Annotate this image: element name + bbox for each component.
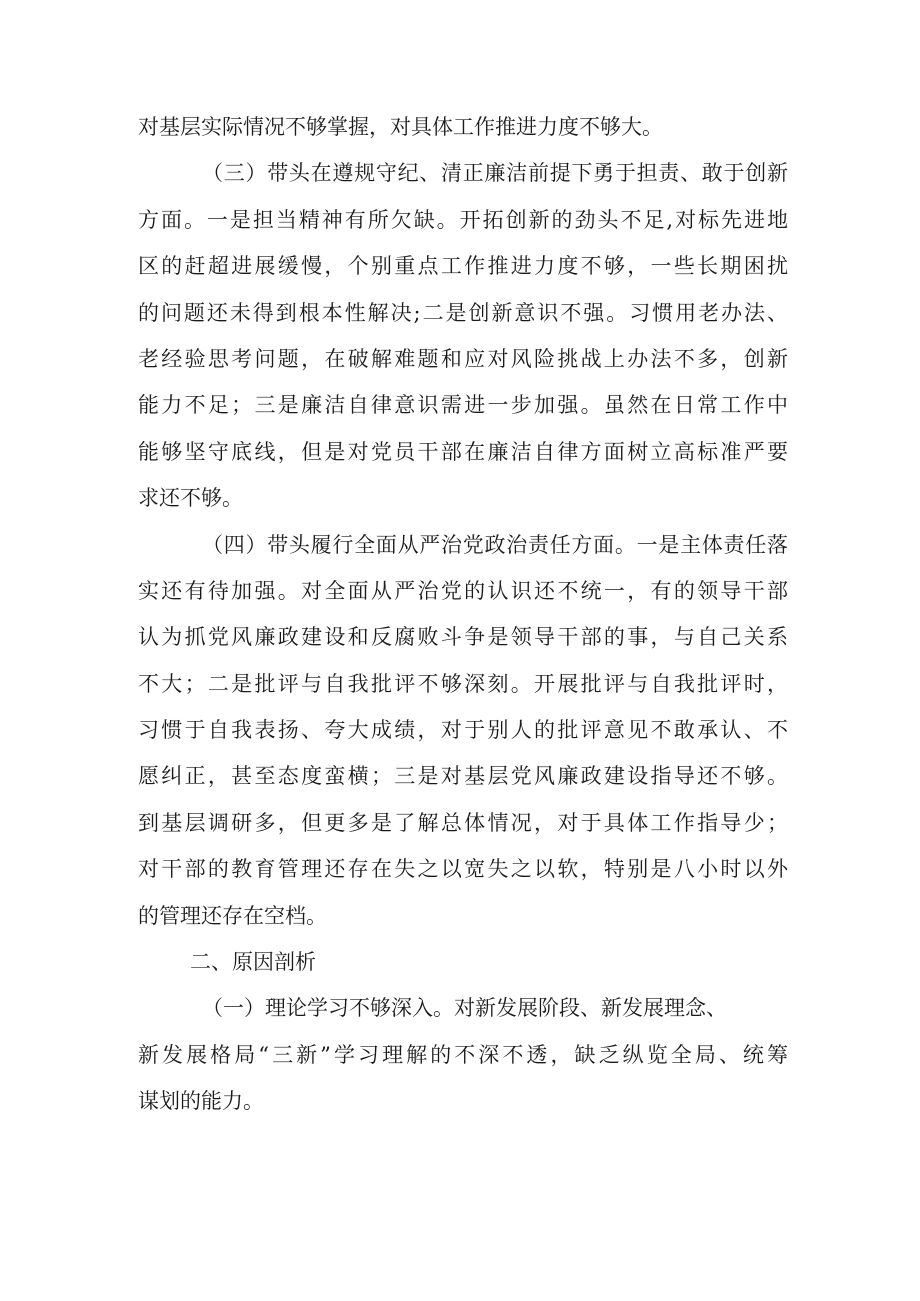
text-line: 区的赶超进展缓慢，个别重点工作推进力度不够，一些长期困扰	[138, 254, 788, 279]
text-line: 新发展格局“三新”学习理解的不深不透，缺乏纵览全局、统筹	[138, 1042, 788, 1067]
text-line: 老经验思考问题，在破解难题和应对风险挑战上办法不多，创新	[138, 346, 788, 371]
text-line: 的问题还未得到根本性解决;二是创新意识不强。习惯用老办法、	[138, 300, 788, 325]
text-line: 能够坚守底线，但是对党员干部在廉洁自律方面树立高标准严要	[138, 439, 788, 464]
text-line: 认为抓党风廉政建设和反腐败斗争是领导干部的事，与自己关系	[138, 625, 788, 650]
text-line: 愿纠正，甚至态度蛮横；三是对基层党风廉政建设指导还不够。	[138, 764, 788, 789]
text-line: 方面。一是担当精神有所欠缺。开拓创新的劲头不足,对标先进地	[138, 207, 788, 232]
text-line: 对基层实际情况不够掌握，对具体工作推进力度不够大。	[138, 115, 663, 139]
paragraph-heading-line: （四）带头履行全面从严治党政治责任方面。一是主体责任落	[202, 532, 788, 557]
section-heading: 二、原因剖析	[190, 950, 316, 975]
text-line: 求还不够。	[138, 486, 243, 511]
text-line: 习惯于自我表扬、夸大成绩，对于别人的批评意见不敢承认、不	[138, 718, 788, 743]
document-body	[138, 104, 788, 1125]
text-line: 到基层调研多，但更多是了解总体情况，对于具体工作指导少；	[138, 810, 788, 835]
text-line: 的管理还存在空档。	[138, 903, 327, 928]
paragraph-heading-line: （三）带头在遵规守纪、清正廉洁前提下勇于担责、敢于创新	[202, 161, 788, 186]
text-line: 能力不足；三是廉洁自律意识需进一步加强。虽然在日常工作中	[138, 393, 788, 418]
text-line: 实还有待加强。对全面从严治党的认识还不统一，有的领导干部	[138, 578, 788, 603]
text-line: 对干部的教育管理还存在失之以宽失之以软，特别是八小时以外	[138, 857, 788, 882]
text-line: 谋划的能力。	[138, 1089, 264, 1114]
paragraph-heading-line: （一）理论学习不够深入。对新发展阶段、新发展理念、	[202, 996, 727, 1021]
text-line: 不大；二是批评与自我批评不够深刻。开展批评与自我批评时，	[138, 671, 788, 696]
